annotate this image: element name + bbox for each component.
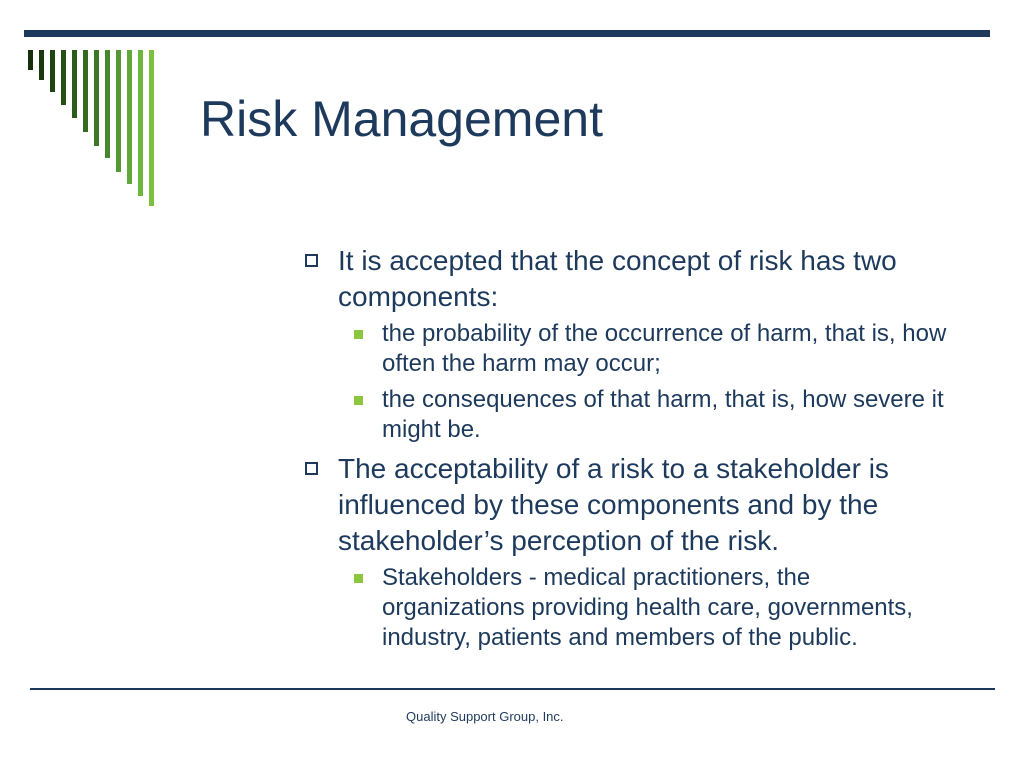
bullet-text: The acceptability of a risk to a stakeholder is influenced by these components and by the stakeholder’s perception of the risk. [338,453,889,556]
stripe-12 [149,50,154,206]
sub-bullet-text: Stakeholders - medical practitioners, the organizations providing health care, governments, industry, patients and members of the public. [382,564,913,651]
stripe-10 [127,50,132,184]
filled-green-square-icon [354,574,363,583]
hollow-square-icon [305,462,318,475]
bottom-rule [30,688,995,690]
stripe-5 [72,50,77,118]
slide-title: Risk Management [200,91,603,147]
stripe-3 [50,50,55,92]
stripe-2 [39,50,44,80]
stripe-6 [83,50,88,132]
stripe-8 [105,50,110,158]
stripe-7 [94,50,99,146]
stripe-1 [28,50,33,70]
top-rule [24,30,990,37]
sub-bullet-item [300,385,950,445]
hollow-square-icon [305,254,318,267]
decorative-stripes [28,50,168,210]
sub-bullet-item [300,563,950,653]
bullet-item [300,243,950,315]
stripe-9 [116,50,121,172]
sub-bullet-item [300,319,950,379]
filled-green-square-icon [354,330,363,339]
filled-green-square-icon [354,396,363,405]
stripe-4 [61,50,66,105]
stripe-11 [138,50,143,196]
bullet-list [300,243,950,659]
sub-bullet-text: the probability of the occurrence of harm, that is, how often the harm may occur; [382,320,947,377]
sub-bullet-text: the consequences of that harm, that is, how severe it might be. [382,386,944,443]
bullet-item [300,451,950,559]
footer-text: Quality Support Group, Inc. [406,709,564,724]
bullet-text: It is accepted that the concept of risk has two components: [338,245,897,312]
